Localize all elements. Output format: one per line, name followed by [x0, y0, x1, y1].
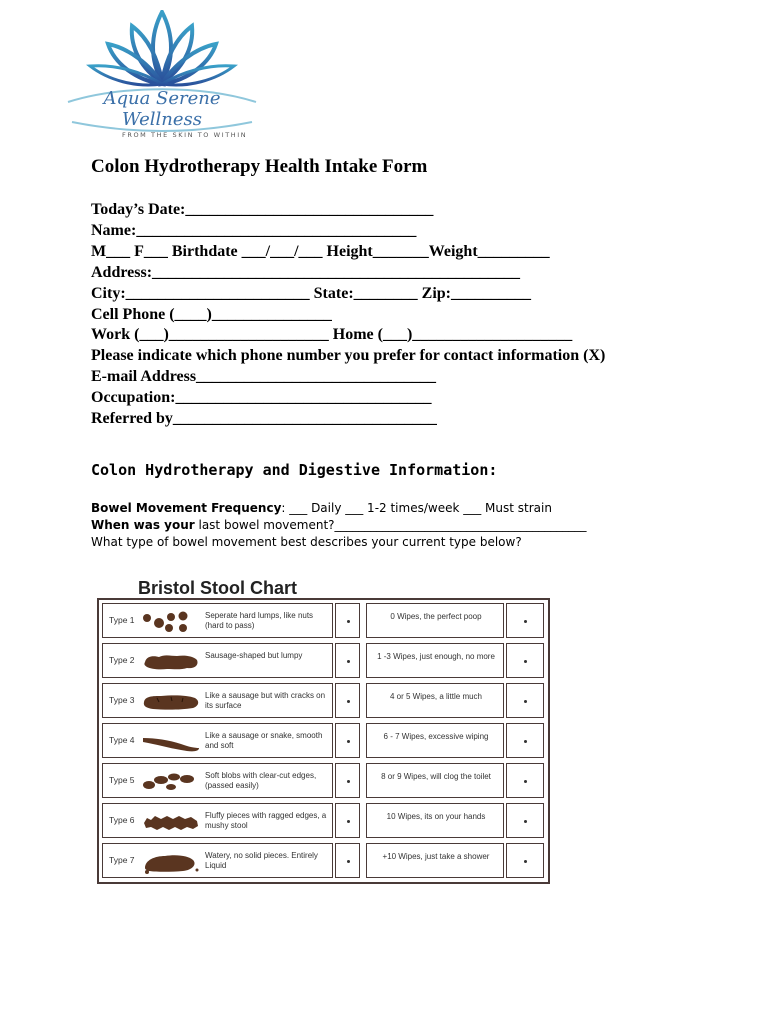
type-label: Type 7 — [109, 855, 135, 865]
checkbox-consistency[interactable] — [335, 683, 360, 718]
type-description: Soft blobs with clear-cut edges, (passed easily) — [205, 771, 317, 790]
wipes-description: 1 -3 Wipes, just enough, no more — [377, 652, 495, 661]
type-cell — [102, 763, 333, 798]
checkbox-wipes[interactable] — [506, 683, 544, 718]
stool-type-5-icon — [141, 770, 201, 794]
checkbox-consistency[interactable] — [335, 763, 360, 798]
checkbox-wipes[interactable] — [506, 843, 544, 878]
bristol-stool-chart — [97, 598, 550, 884]
digestive-section-heading: Colon Hydrotherapy and Digestive Information: — [91, 461, 498, 479]
checkbox-wipes[interactable] — [506, 723, 544, 758]
stool-type-3-icon — [141, 690, 201, 714]
chart-row-type-6 — [99, 800, 548, 840]
aqua-serene-wellness-logo — [62, 10, 262, 139]
wipes-cell — [366, 843, 504, 878]
field-sex-birthdate-height-weight[interactable]: M___ F___ Birthdate ___/___/___ Height_______Weight_________ — [91, 242, 550, 260]
logo-tagline: FROM THE SKIN TO WITHIN — [122, 131, 248, 139]
checkbox-wipes[interactable] — [506, 803, 544, 838]
field-todays-date[interactable]: Today’s Date:_______________________________ — [91, 201, 434, 218]
wipes-description: 6 - 7 Wipes, excessive wiping — [383, 732, 489, 741]
type-description: Fluffy pieces with ragged edges, a mushy stool — [205, 811, 327, 830]
type-label: Type 5 — [109, 775, 135, 785]
bowel-type-question: What type of bowel movement best describes your current type below? — [91, 535, 522, 549]
type-cell — [102, 683, 333, 718]
last-bowel-movement-field[interactable] — [91, 517, 587, 534]
type-description: Watery, no solid pieces. Entirely Liquid — [205, 851, 318, 870]
wipes-description: 4 or 5 Wipes, a little much — [389, 692, 483, 701]
field-city-state-zip[interactable]: City:_______________________ State:________ Zip:__________ — [91, 284, 531, 302]
checkbox-consistency[interactable] — [335, 803, 360, 838]
type-description: Seperate hard lumps, like nuts (hard to pass) — [205, 611, 314, 630]
field-occupation[interactable]: Occupation:________________________________ — [91, 389, 432, 407]
field-address[interactable]: Address:______________________________________________ — [91, 263, 521, 281]
type-description: Like a sausage but with cracks on its surface — [205, 691, 326, 710]
field-work-home-phone[interactable]: Work (___)____________________ Home (___)____________________ — [91, 326, 573, 344]
intake-form-fields — [91, 200, 605, 430]
type-label: Type 3 — [109, 695, 135, 705]
checkbox-wipes[interactable] — [506, 603, 544, 638]
type-label: Type 6 — [109, 815, 135, 825]
stool-type-6-icon — [141, 810, 201, 834]
type-cell — [102, 723, 333, 758]
wipes-cell — [366, 643, 504, 678]
wipes-cell — [366, 723, 504, 758]
chart-row-type-2 — [99, 640, 548, 680]
stool-type-4-icon — [141, 730, 201, 754]
type-label: Type 4 — [109, 735, 135, 745]
chart-row-type-4 — [99, 720, 548, 760]
chart-row-type-3 — [99, 680, 548, 720]
wipes-description: 10 Wipes, its on your hands — [386, 812, 486, 821]
last-bowel-rest: last bowel movement?__________________________________________ — [194, 518, 587, 532]
checkbox-consistency[interactable] — [335, 603, 360, 638]
last-bowel-label: When was your — [91, 518, 195, 532]
type-cell — [102, 803, 333, 838]
type-description: Like a sausage or snake, smooth and soft — [205, 731, 323, 750]
bowel-frequency-label: Bowel Movement Frequency — [91, 501, 282, 515]
type-description: Sausage-shaped but lumpy — [205, 651, 303, 660]
checkbox-consistency[interactable] — [335, 643, 360, 678]
field-cell-phone[interactable]: Cell Phone (____)_______________ — [91, 305, 332, 323]
bowel-frequency-field[interactable] — [91, 500, 587, 517]
type-cell — [102, 843, 333, 878]
phone-preference-instruction: Please indicate which phone number you prefer for contact information (X) — [91, 347, 606, 365]
bristol-chart-title: Bristol Stool Chart — [138, 578, 298, 598]
stool-type-1-icon — [141, 610, 201, 634]
bowel-frequency-options: : ___ Daily ___ 1-2 times/week ___ Must strain — [281, 501, 552, 515]
wipes-cell — [366, 803, 504, 838]
chart-row-type-1 — [99, 600, 548, 640]
wipes-cell — [366, 683, 504, 718]
field-name[interactable]: Name:___________________________________ — [91, 221, 417, 239]
checkbox-consistency[interactable] — [335, 843, 360, 878]
stool-type-2-icon — [141, 650, 201, 674]
type-label: Type 1 — [109, 615, 135, 625]
chart-row-type-5 — [99, 760, 548, 800]
logo-text: Aqua Serene Wellness — [103, 88, 221, 130]
field-referred-by[interactable]: Referred by_________________________________ — [91, 410, 437, 428]
stool-type-7-icon — [141, 850, 201, 874]
page-title: Colon Hydrotherapy Health Intake Form — [91, 156, 428, 177]
type-cell — [102, 603, 333, 638]
field-email[interactable]: E-mail Address______________________________ — [91, 368, 437, 386]
wipes-description: 0 Wipes, the perfect poop — [390, 612, 482, 621]
bowel-questions — [91, 500, 587, 551]
chart-row-type-7 — [99, 840, 548, 880]
wipes-description: +10 Wipes, just take a shower — [382, 852, 490, 861]
wipes-cell — [366, 763, 504, 798]
wipes-cell — [366, 603, 504, 638]
checkbox-wipes[interactable] — [506, 643, 544, 678]
checkbox-consistency[interactable] — [335, 723, 360, 758]
type-cell — [102, 643, 333, 678]
wipes-description: 8 or 9 Wipes, will clog the toilet — [381, 772, 491, 781]
type-label: Type 2 — [109, 655, 135, 665]
checkbox-wipes[interactable] — [506, 763, 544, 798]
